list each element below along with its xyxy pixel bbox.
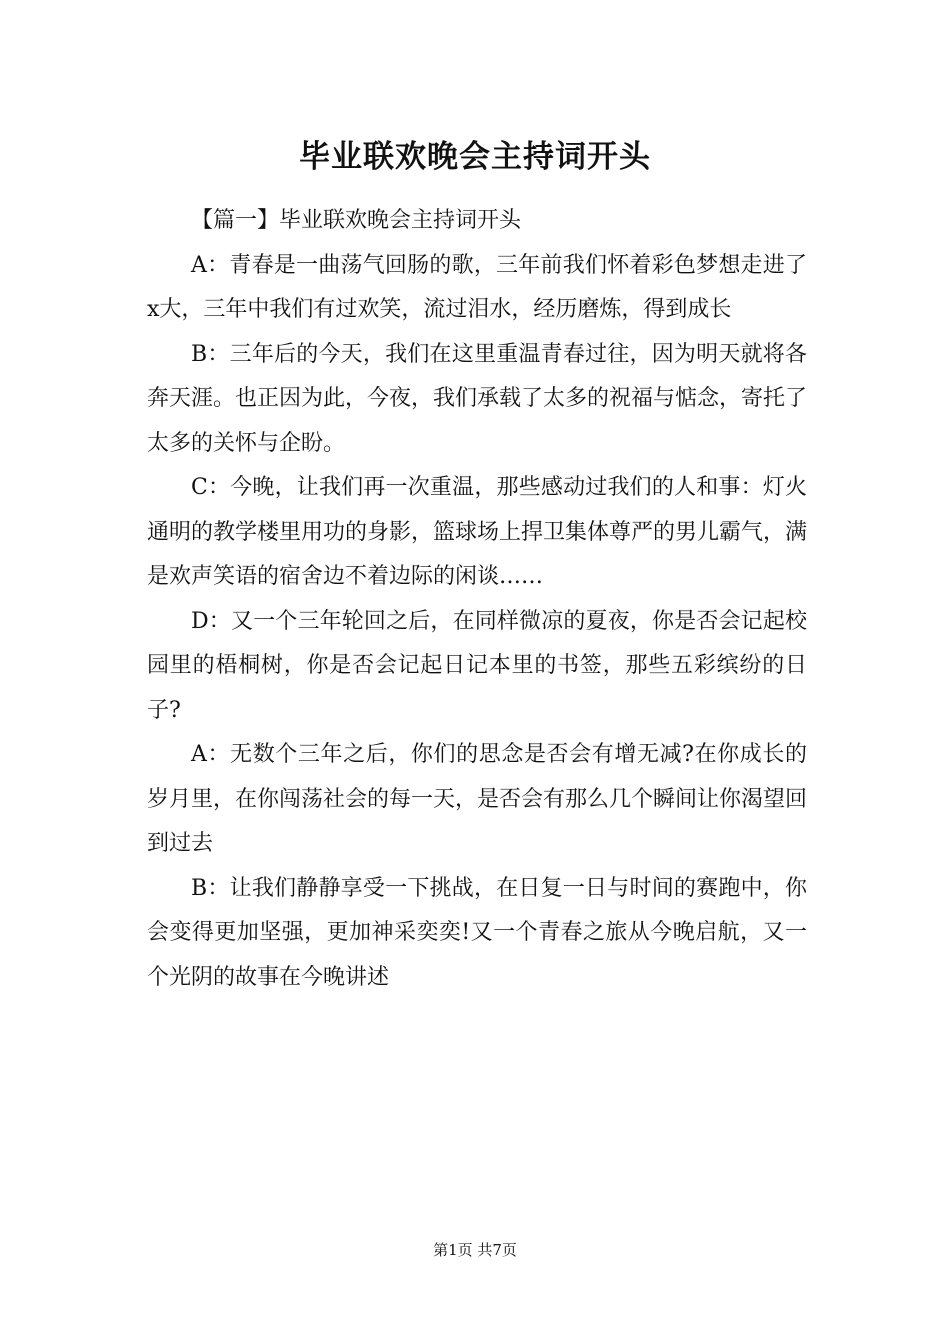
page-number-footer: 第1页 共7页 (433, 1241, 517, 1259)
paragraph-d-1: D：又一个三年轮回之后，在同样微凉的夏夜，你是否会记起校园里的梧桐树，你是否会记起日记本里的书签，那些五彩缤纷的日子? (147, 608, 807, 723)
paragraph-a-2: A：无数个三年之后，你们的思念是否会有增无减?在你成长的岁月里，在你闯荡社会的每一天，是否会有那么几个瞬间让你渴望回到过去 (147, 742, 808, 856)
paragraph-c-1: C：今晚，让我们再一次重温，那些感动过我们的人和事：灯火通明的教学楼里用功的身影，篮球场上捍卫集体尊严的男儿霸气，满是欢声笑语的宿舍边不着边际的闲谈…… (147, 475, 808, 589)
paragraph-a-1: A：青春是一曲荡气回肠的歌，三年前我们怀着彩色梦想走进了x大，三年中我们有过欢笑，流过泪水，经历磨炼，得到成长 (147, 252, 807, 322)
document-body (147, 199, 807, 1000)
paragraph-b-2: B：让我们静静享受一下挑战，在日复一日与时间的赛跑中，你会变得更加坚强，更加神采奕奕!又一个青春之旅从今晚启航，又一个光阴的故事在今晚讲述 (147, 875, 807, 990)
paragraph-b-1: B：三年后的今天，我们在这里重温青春过往，因为明天就将各奔天涯。也正因为此，今夜，我们承载了太多的祝福与惦念，寄托了太多的关怀与企盼。 (147, 341, 808, 456)
document-title: 毕业联欢晚会主持词开头 (299, 139, 651, 175)
section-heading: 【篇一】毕业联欢晚会主持词开头 (191, 208, 522, 233)
